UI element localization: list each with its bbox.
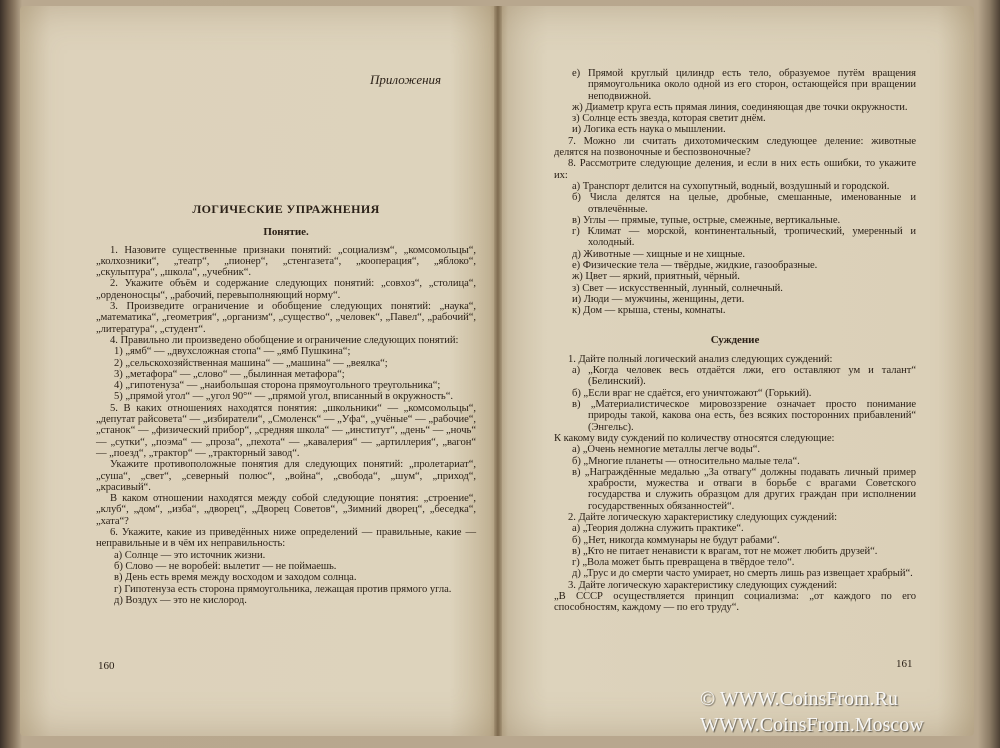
exercise-5-antonyms: Укажите противоположные понятия для следующих понятий: „пролетариат“, „суша“, „свет“, „северный полюс“, „война“, „свобода“, „шум“, „приход“, „красивый“.: [96, 459, 476, 493]
exercise-6: 6. Укажите, какие из приведённых ниже определений — правильные, какие — неправильные и в чём их неправильность:: [96, 527, 476, 550]
judgement-item: в) „Награждённые медалью „За отвагу“ должны подавать личный пример храбрости, мужества и отваги в борьбе с врагами Советского государства и служить образцом для других граждан при исполнении государственных обязанностей“.: [572, 466, 916, 512]
watermark-line-1: © WWW.CoinsFrom.Ru: [700, 688, 898, 710]
judgement-3: 3. Дайте логическую характеристику следующих суждений:: [568, 579, 838, 591]
exercise-4-item: 2) „сельскохозяйственная машина“ — „машина“ — „веялка“;: [114, 357, 388, 369]
division-item: к) Дом — крыша, стены, комнаты.: [572, 305, 726, 317]
exercise-6-item: в) День есть время между восходом и заходом солнца.: [114, 572, 357, 584]
right-page: [498, 6, 974, 736]
judgement-1: 1. Дайте полный логический анализ следующих суждений:: [568, 353, 833, 365]
judgement-item: д) „Трус и до смерти часто умирает, но смерть лишь раз извещает храбрый“.: [572, 568, 913, 580]
exercise-4-item: 3) „метафора“ — „слово“ — „былинная метафора“;: [114, 368, 345, 380]
judgement-item: а) „Теория должна служить практике“.: [572, 523, 744, 535]
subsection-title: Суждение: [710, 333, 760, 346]
division-item: в) Углы — прямые, тупые, острые, смежные, вертикальные.: [572, 214, 841, 226]
judgement-item: б) „Нет, никогда коммунары не будут рабами“.: [572, 534, 780, 546]
division-item: з) Свет — искусственный, лунный, солнечный.: [572, 282, 783, 294]
left-page: [20, 6, 498, 736]
judgement-item: а) „Когда человек весь отдаётся лжи, его оставляют ум и талант“ (Белинский).: [572, 365, 916, 388]
section-title: ЛОГИЧЕСКИЕ УПРАЖНЕНИЯ: [192, 202, 380, 216]
judgement-item: б) „Если враг не сдаётся, его уничтожают“ (Горький).: [572, 387, 812, 399]
exercise-6-item: а) Солнце — это источник жизни.: [114, 549, 266, 561]
right-page-text: [554, 68, 916, 614]
division-item: ж) Цвет — яркий, приятный, чёрный.: [572, 271, 740, 283]
exercise-4-item: 5) „прямой угол“ — „угол 90°“ — „прямой угол, вписанный в окружность“.: [114, 391, 453, 403]
judgement-item: в) „Материалистическое мировоззрение означает просто понимание природы такой, какова она есть, без всяких посторонних прибавлений“ (Энгельс).: [572, 399, 916, 433]
definition-item: з) Солнце есть звезда, которая светит днём.: [572, 113, 766, 125]
judgement-item: а) „Очень немногие металлы легче воды“.: [572, 444, 760, 456]
exercise-4-item: 1) „ямб“ — „двухсложная стопа“ — „ямб Пушкина“;: [114, 346, 351, 358]
division-item: е) Физические тела — твёрдые, жидкие, газообразные.: [572, 260, 818, 272]
exercise-4: 4. Правильно ли произведено обобщение и ограничение следующих понятий:: [110, 334, 459, 346]
page-number: 161: [896, 658, 913, 670]
exercise-2: 2. Укажите объём и содержание следующих понятий: „совхоз“, „столица“, „орденоносцы“, „рабочий, перевыполняющий норму“.: [96, 278, 476, 301]
book-gutter: [494, 6, 502, 736]
exercise-4-item: 4) „гипотенуза“ — „наибольшая сторона прямоугольного треугольника“;: [114, 380, 441, 392]
judgement-2: 2. Дайте логическую характеристику следующих суждений:: [568, 511, 838, 523]
exercise-5-relations: В каком отношении находятся между собой следующие понятия: „строение“, „клуб“, „дом“, „изба“, „дворец“, „Дворец Советов“, „Зимний дворец“, „беседка“, „хата“?: [96, 493, 476, 527]
exercise-3: 3. Произведите ограничение и обобщение следующих понятий: „наука“, „математика“, „геометрия“, „организм“, „существо“, „человек“, „Павел“, „рабочий“, „литература“, „студент“.: [96, 301, 476, 335]
judgement-item: б) „Многие планеты — относительно малые тела“.: [572, 455, 800, 467]
division-item: г) Климат — морской, континентальный, тропический, умеренный и холодный.: [572, 226, 916, 249]
left-page-text: [96, 204, 476, 606]
judgement-item: г) „Вола может быть превращена в твёрдое тело“.: [572, 557, 795, 569]
division-item: б) Числа делятся на целые, дробные, смешанные, именованные и отвлечённые.: [572, 192, 916, 215]
page-number: 160: [98, 660, 115, 672]
exercise-8: 8. Рассмотрите следующие деления, и если в них есть ошибки, то укажите их:: [554, 158, 916, 181]
definition-item: ж) Диаметр круга есть прямая линия, соединяющая две точки окружности.: [572, 101, 908, 113]
watermark-line-2: WWW.CoinsFrom.Moscow: [700, 714, 924, 736]
running-head: Приложения: [370, 72, 442, 87]
judgement-quantity-question: К какому виду суждений по количеству относятся следующие:: [554, 432, 835, 444]
definition-item: е) Прямой круглый цилиндр есть тело, образуемое путём вращения прямоугольника около одной из его сторон, остающейся при вращении неподвижной.: [572, 68, 916, 102]
division-item: д) Животные — хищные и не хищные.: [572, 248, 746, 260]
judgement-item: „В СССР осуществляется принцип социализма: „от каждого по его способностям, каждому — по его труду“.: [554, 591, 916, 614]
division-item: и) Люди — мужчины, женщины, дети.: [572, 293, 745, 305]
subsection-title: Понятие.: [263, 226, 309, 239]
division-item: а) Транспорт делится на сухопутный, водный, воздушный и городской.: [572, 180, 890, 192]
exercise-5: 5. В каких отношениях находятся понятия: „школьники“ — „комсомольцы“, „депутат райсовета“ — „избиратели“, „Смоленск“ — „Уфа“, „учёные“ — „рабочие“, „станок“ — „физический прибор“, „средняя школа“ — „институт“, „день“ — „ночь“ — „сутки“, „поэма“ — „проза“, „пехота“ — „кавалерия“ — „артиллерия“, „вагон“ — „поезд“, „трактор“ — „тракторный завод“.: [96, 402, 476, 459]
exercise-7: 7. Можно ли считать дихотомическим следующее деление: животные делятся на позвоночные и беспозвоночные?: [554, 135, 916, 159]
judgement-item: в) „Кто не питает ненависти к врагам, тот не может любить друзей“.: [572, 545, 878, 557]
exercise-1: 1. Назовите существенные признаки понятий: „социализм“, „комсомольцы“, „колхозники“, „театр“, „пионер“, „стенгазета“, „кооперация“, „яблоко“, „скульптура“, „школа“, „учебник“.: [96, 244, 476, 279]
exercise-6-item: д) Воздух — это не кислород.: [114, 594, 247, 606]
exercise-6-item: г) Гипотенуза есть сторона прямоугольника, лежащая против прямого угла.: [114, 583, 452, 595]
exercise-6-item: б) Слово — не воробей: вылетит — не поймаешь.: [114, 560, 337, 572]
definition-item: и) Логика есть наука о мышлении.: [572, 124, 726, 136]
